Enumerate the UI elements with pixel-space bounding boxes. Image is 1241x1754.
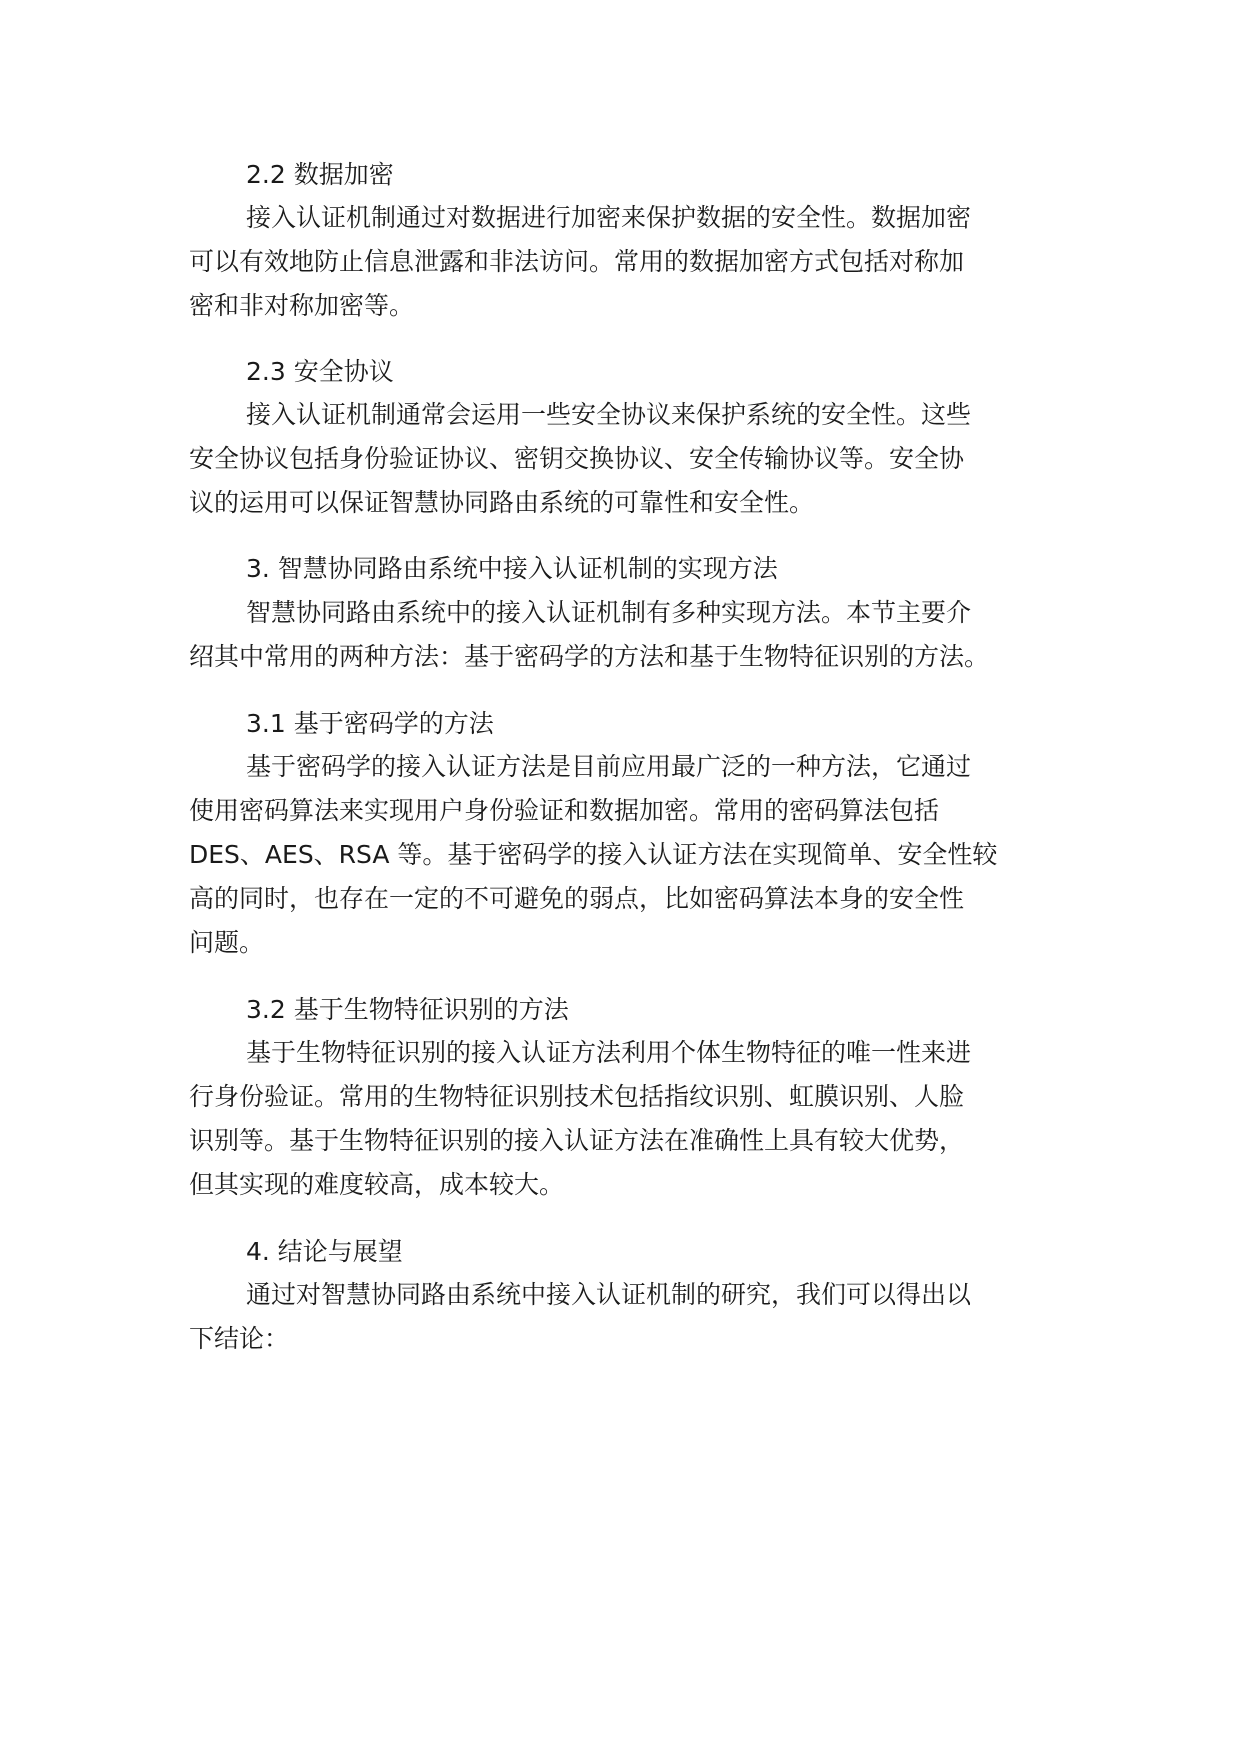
paragraph-line: 基于生物特征识别的接入认证方法利用个体生物特征的唯一性来进 bbox=[246, 1038, 972, 1067]
section-heading-2-3: 2.3 安全协议 bbox=[246, 357, 394, 386]
paragraph-line: 绍其中常用的两种方法：基于密码学的方法和基于生物特征识别的方法。 bbox=[189, 642, 990, 671]
paragraph-line: 问题。 bbox=[189, 928, 265, 957]
paragraph-line: DES、AES、RSA 等。基于密码学的接入认证方法在实现简单、安全性较 bbox=[189, 840, 998, 869]
section-heading-3-1: 3.1 基于密码学的方法 bbox=[246, 709, 494, 738]
section-heading-2-2: 2.2 数据加密 bbox=[246, 160, 394, 189]
paragraph-line: 通过对智慧协同路由系统中接入认证机制的研究，我们可以得出以 bbox=[246, 1280, 972, 1309]
section-heading-3-2: 3.2 基于生物特征识别的方法 bbox=[246, 995, 569, 1024]
paragraph-line: 接入认证机制通常会运用一些安全协议来保护系统的安全性。这些 bbox=[246, 400, 972, 429]
paragraph-line: 密和非对称加密等。 bbox=[189, 291, 415, 320]
paragraph-line: 安全协议包括身份验证协议、密钥交换协议、安全传输协议等。安全协 bbox=[189, 444, 965, 473]
paragraph-line: 高的同时，也存在一定的不可避免的弱点，比如密码算法本身的安全性 bbox=[189, 884, 965, 913]
paragraph-line: 议的运用可以保证智慧协同路由系统的可靠性和安全性。 bbox=[189, 488, 815, 517]
paragraph-line: 识别等。基于生物特征识别的接入认证方法在准确性上具有较大优势， bbox=[189, 1126, 965, 1155]
paragraph-line: 下结论： bbox=[189, 1324, 290, 1353]
paragraph-line: 使用密码算法来实现用户身份验证和数据加密。常用的密码算法包括 bbox=[189, 796, 940, 825]
paragraph-line: 基于密码学的接入认证方法是目前应用最广泛的一种方法，它通过 bbox=[246, 752, 972, 781]
paragraph-line: 智慧协同路由系统中的接入认证机制有多种实现方法。本节主要介 bbox=[246, 598, 972, 627]
section-heading-4: 4. 结论与展望 bbox=[246, 1237, 403, 1266]
section-heading-3: 3. 智慧协同路由系统中接入认证机制的实现方法 bbox=[246, 554, 778, 583]
paragraph-line: 可以有效地防止信息泄露和非法访问。常用的数据加密方式包括对称加 bbox=[189, 247, 965, 276]
paragraph-line: 行身份验证。常用的生物特征识别技术包括指纹识别、虹膜识别、人脸 bbox=[189, 1082, 965, 1111]
paragraph-line: 接入认证机制通过对数据进行加密来保护数据的安全性。数据加密 bbox=[246, 203, 972, 232]
paragraph-line: 但其实现的难度较高，成本较大。 bbox=[189, 1170, 565, 1199]
